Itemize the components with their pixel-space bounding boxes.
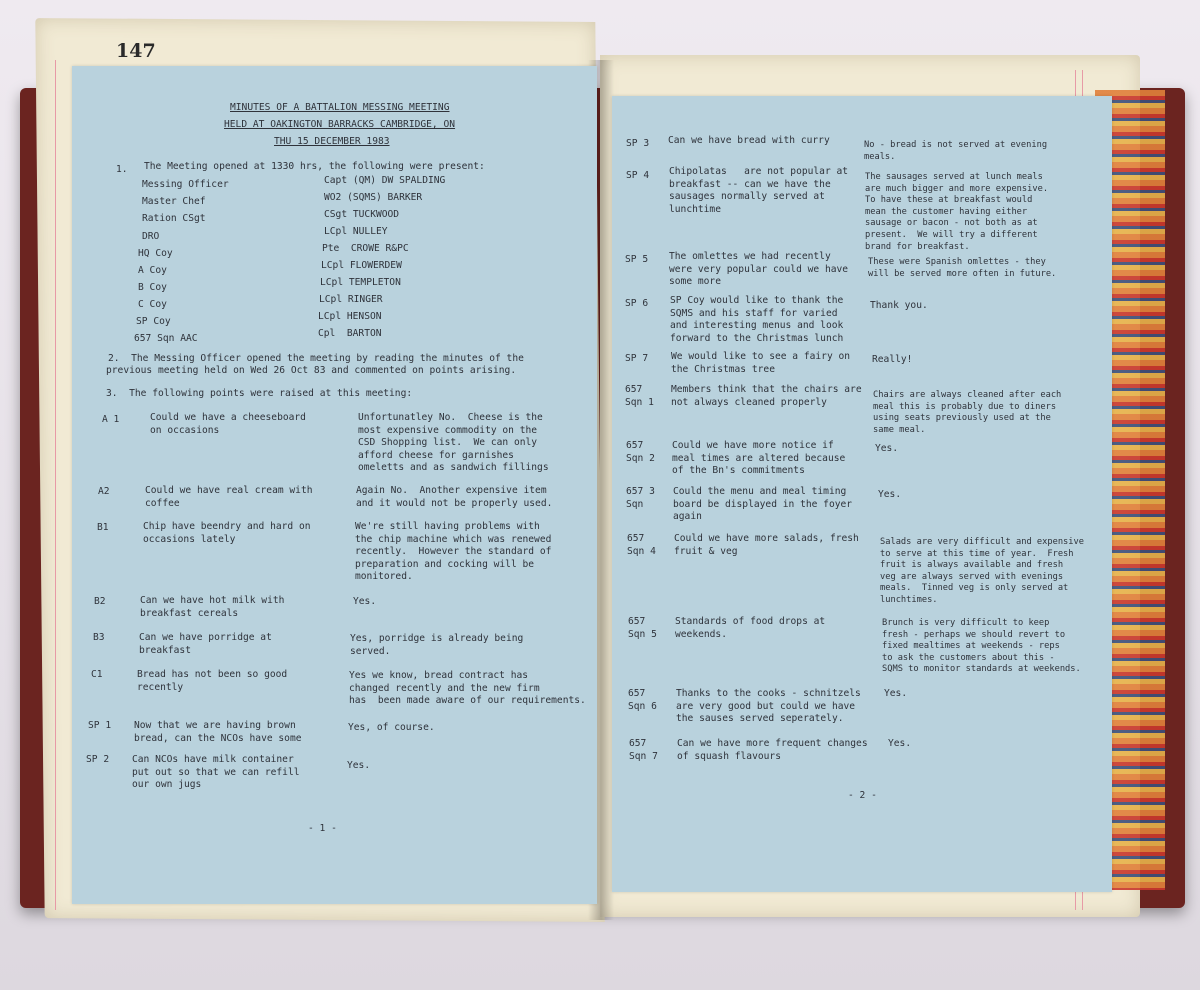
point-answer: Brunch is very difficult to keep fresh - perhaps we should revert to fixed mealtimes at weekends - reps to ask the customers about this - SQMS to monitor standards at weekends. bbox=[882, 618, 1081, 675]
present-name: LCpl TEMPLETON bbox=[320, 277, 401, 288]
title-line-1: MINUTES OF A BATTALION MESSING MEETING bbox=[230, 102, 450, 113]
point-code: B3 bbox=[93, 632, 105, 643]
point-answer: Really! bbox=[872, 354, 913, 365]
page-footer: - 2 - bbox=[848, 790, 877, 801]
point-answer: Thank you. bbox=[870, 300, 928, 311]
point-question: Standards of food drops at weekends. bbox=[675, 616, 826, 640]
point-question: Can we have porridge at breakfast bbox=[139, 632, 272, 656]
point-question: Can we have hot milk with breakfast cereals bbox=[140, 595, 285, 619]
point-question: Can we have more frequent changes of squash flavours bbox=[677, 738, 868, 762]
point-code: C1 bbox=[91, 669, 103, 680]
present-role: Ration CSgt bbox=[142, 213, 206, 224]
point-code: 657 Sqn 4 bbox=[627, 533, 656, 557]
present-name: LCpl FLOWERDEW bbox=[321, 260, 402, 271]
point-question: Could we have more salads, fresh fruit & veg bbox=[674, 533, 859, 557]
point-question: SP Coy would like to thank the SQMS and his staff for varied and interesting menus and look forward to the Christmas lunch bbox=[670, 295, 844, 344]
point-code: 657 Sqn 7 bbox=[629, 738, 658, 762]
point-answer: The sausages served at lunch meals are much bigger and more expensive. To have these at breakfast would mean the customer having either sausage or bacon - not both as at present. We will try a different brand for breakfast. bbox=[865, 172, 1049, 252]
minutes-page-1 bbox=[72, 66, 597, 904]
point-answer: Yes. bbox=[875, 443, 899, 454]
present-role: Messing Officer bbox=[142, 179, 229, 190]
present-name: CSgt TUCKWOOD bbox=[324, 209, 400, 220]
point-question: Could we have real cream with coffee bbox=[145, 485, 313, 509]
point-question: Chipolatas are not popular at breakfast -- can we have the sausages normally served at lunchtime bbox=[669, 166, 849, 215]
present-role: 657 Sqn AAC bbox=[134, 333, 198, 344]
point-code: A2 bbox=[98, 486, 110, 497]
present-role: HQ Coy bbox=[138, 248, 173, 259]
point-answer: These were Spanish omlettes - they will be served more often in future. bbox=[868, 257, 1057, 279]
point-question: Chip have beendry and hard on occasions lately bbox=[143, 521, 311, 545]
item-3-line: 3. The following points were raised at this meeting: bbox=[106, 388, 413, 399]
point-answer: Salads are very difficult and expensive to serve at this time of year. Fresh fruit is always available and fresh veg are always served with evenings meals. Tinned veg is only served at lunchtimes. bbox=[880, 537, 1084, 605]
point-code: A 1 bbox=[102, 414, 120, 425]
point-answer: Yes. bbox=[353, 596, 377, 607]
point-code: SP 4 bbox=[626, 170, 650, 181]
point-code: B1 bbox=[97, 522, 109, 533]
item-1-number: 1. bbox=[116, 164, 128, 175]
page-number-left: 147 bbox=[116, 40, 156, 62]
point-code: SP 5 bbox=[625, 254, 649, 265]
point-answer: Yes. bbox=[347, 760, 371, 771]
point-code: SP 1 bbox=[88, 720, 112, 731]
page-footer: - 1 - bbox=[308, 823, 337, 834]
present-name: LCpl HENSON bbox=[318, 311, 382, 322]
point-code: SP 3 bbox=[626, 138, 650, 149]
point-code: 657 Sqn 5 bbox=[628, 616, 657, 640]
title-line-3: THU 15 DECEMBER 1983 bbox=[274, 136, 390, 147]
point-answer: We're still having problems with the chip machine which was renewed recently. However the standard of preparation and cocking will be monitored. bbox=[355, 521, 552, 583]
point-question: Now that we are having brown bread, can the NCOs have some bbox=[134, 720, 302, 744]
present-name: Pte CROWE R&PC bbox=[322, 243, 409, 254]
point-answer: Yes. bbox=[888, 738, 912, 749]
present-role: B Coy bbox=[138, 282, 167, 293]
point-question: Could the menu and meal timing board be displayed in the foyer again bbox=[673, 486, 853, 523]
point-code: 657 Sqn 1 bbox=[625, 384, 654, 408]
point-answer: Yes, porridge is already being served. bbox=[350, 633, 524, 657]
point-code: SP 7 bbox=[625, 353, 649, 364]
present-role: Master Chef bbox=[142, 196, 206, 207]
point-question: Can we have bread with curry bbox=[668, 135, 830, 146]
point-answer: No - bread is not served at evening meals. bbox=[864, 140, 1048, 162]
point-answer: Yes, of course. bbox=[348, 722, 435, 733]
point-code: SP 2 bbox=[86, 754, 110, 765]
point-code: 657 Sqn 6 bbox=[628, 688, 657, 712]
point-question: Could we have more notice if meal times are altered because of the Bn's commitments bbox=[672, 440, 846, 477]
point-code: 657 3 Sqn bbox=[626, 486, 655, 510]
item-2-line-2: previous meeting held on Wed 26 Oct 83 and commented on points arising. bbox=[106, 365, 517, 376]
present-name: LCpl NULLEY bbox=[324, 226, 388, 237]
point-question: Could we have a cheeseboard on occasions bbox=[150, 412, 306, 436]
point-question: We would like to see a fairy on the Christmas tree bbox=[671, 351, 851, 375]
present-role: A Coy bbox=[138, 265, 167, 276]
point-answer: Yes. bbox=[884, 688, 908, 699]
point-question: Members think that the chairs are not always cleaned properly bbox=[671, 384, 862, 408]
point-code: SP 6 bbox=[625, 298, 649, 309]
point-answer: Yes we know, bread contract has changed recently and the new firm has been made aware of our requirements. bbox=[349, 670, 586, 707]
point-question: Thanks to the cooks - schnitzels are very good but could we have the sauses served seperately. bbox=[676, 688, 861, 725]
point-question: Bread has not been so good recently bbox=[137, 669, 288, 693]
point-answer: Chairs are always cleaned after each meal this is probably due to diners using seats previously used at the same meal. bbox=[873, 390, 1062, 435]
present-name: Cpl BARTON bbox=[318, 328, 382, 339]
present-role: DRO bbox=[142, 231, 160, 242]
title-line-2: HELD AT OAKINGTON BARRACKS CAMBRIDGE, ON bbox=[224, 119, 456, 130]
present-name: LCpl RINGER bbox=[319, 294, 383, 305]
point-question: Can NCOs have milk container put out so that we can refill our own jugs bbox=[132, 754, 300, 791]
present-role: C Coy bbox=[138, 299, 167, 310]
point-code: B2 bbox=[94, 596, 106, 607]
present-role: SP Coy bbox=[136, 316, 171, 327]
point-code: 657 Sqn 2 bbox=[626, 440, 655, 464]
point-question: The omlettes we had recently were very popular could we have some more bbox=[669, 251, 849, 288]
item-1-text: The Meeting opened at 1330 hrs, the following were present: bbox=[144, 161, 485, 172]
present-name: Capt (QM) DW SPALDING bbox=[324, 175, 446, 186]
point-answer: Unfortunatley No. Cheese is the most expensive commodity on the CSD Shopping list. We can only afford cheese for garnishes omeletts and as sandwich fillings bbox=[358, 412, 549, 474]
present-name: WO2 (SQMS) BARKER bbox=[324, 192, 423, 203]
point-answer: Yes. bbox=[878, 489, 902, 500]
minutes-page-2 bbox=[612, 96, 1112, 892]
point-answer: Again No. Another expensive item and it would not be properly used. bbox=[356, 485, 553, 509]
ledger-rule bbox=[55, 60, 56, 910]
item-2-line-1: 2. The Messing Officer opened the meeting by reading the minutes of the bbox=[108, 353, 524, 364]
